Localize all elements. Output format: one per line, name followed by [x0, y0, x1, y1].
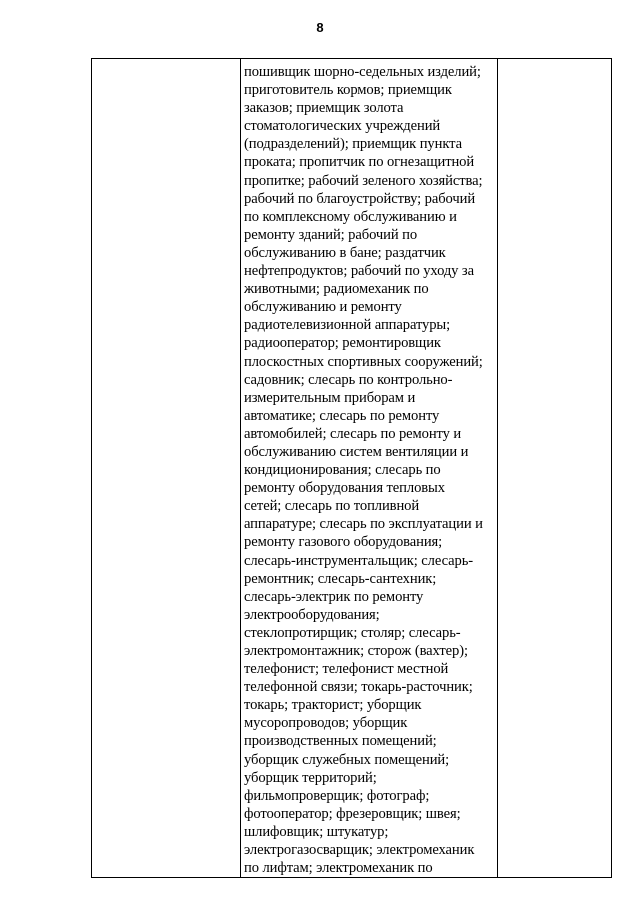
professions-list-text: [241, 59, 497, 877]
text-line: радиооператор; ремонтировщик: [244, 335, 441, 352]
text-line: слесарь-инструментальщик; слесарь-: [244, 552, 474, 569]
text-line: фильмопроверщик; фотограф;: [244, 787, 430, 804]
text-line: кондиционирования; слесарь по: [244, 462, 441, 479]
text-line: телефонист; телефонист местной: [244, 661, 449, 678]
text-line: плоскостных спортивных сооружений;: [244, 353, 483, 370]
table-cell-right-text: [498, 59, 611, 63]
text-line: фотооператор; фрезеровщик; швея;: [244, 805, 461, 822]
text-line: обслуживанию и ремонту: [244, 299, 402, 316]
text-line: мусоропроводов; уборщик: [244, 715, 408, 732]
text-line: автомобилей; слесарь по ремонту и: [244, 425, 462, 442]
document-table: [91, 58, 612, 878]
text-line: электромонтажник; сторож (вахтер);: [244, 643, 468, 659]
text-line: заказов; приемщик золота: [244, 100, 404, 117]
table-cell-right: [498, 59, 612, 878]
text-line: ремонту зданий; рабочий по: [244, 226, 418, 243]
text-line: ремонту оборудования тепловых: [244, 480, 445, 497]
text-line: приготовитель кормов; приемщик: [244, 82, 452, 99]
text-line: измерительным приборам и: [244, 389, 416, 406]
text-line: радиотелевизионной аппаратуры;: [244, 317, 451, 334]
table-cell-professions: [241, 59, 498, 878]
text-line: пропитке; рабочий зеленого хозяйства;: [244, 172, 483, 189]
text-line: по лифтам; электромеханик по: [244, 860, 433, 877]
text-line: обслуживанию в бане; раздатчик: [244, 244, 446, 261]
text-line: электрооборудования;: [244, 606, 380, 623]
text-line: садовник; слесарь по контрольно-: [244, 371, 453, 388]
text-line: автоматике; слесарь по ремонту: [244, 407, 440, 424]
text-line: по комплексному обслуживанию и: [244, 208, 457, 225]
text-line: телефонной связи; токарь-расточник;: [244, 679, 473, 696]
text-line: уборщик территорий;: [244, 769, 377, 786]
text-line: сетей; слесарь по топливной: [244, 498, 420, 515]
text-line: слесарь-электрик по ремонту: [244, 588, 424, 605]
text-line: (подразделений); приемщик пункта: [244, 136, 462, 153]
text-line: электрогазосварщик; электромеханик: [244, 842, 475, 859]
page-number: 8: [316, 20, 324, 35]
table-cell-left: [92, 59, 241, 878]
table-row: [92, 59, 612, 878]
text-line: проката; пропитчик по огнезащитной: [244, 154, 475, 171]
text-line: животными; радиомеханик по: [244, 281, 429, 298]
table-cell-left-text: [92, 59, 240, 63]
text-line: токарь; тракторист; уборщик: [244, 697, 422, 714]
text-line: нефтепродуктов; рабочий по уходу за: [244, 263, 474, 280]
text-line: ремонту газового оборудования;: [244, 534, 443, 551]
text-line: шлифовщик; штукатур;: [244, 823, 389, 840]
text-line: пошивщик шорно-седельных изделий;: [244, 64, 481, 80]
text-line: рабочий по благоустройству; рабочий: [244, 190, 476, 207]
text-line: аппаратуре; слесарь по эксплуатации и: [244, 516, 483, 533]
text-line: уборщик служебных помещений;: [244, 751, 450, 768]
text-line: стоматологических учреждений: [244, 118, 441, 135]
text-line: ремонтник; слесарь-сантехник;: [244, 570, 437, 587]
text-line: стеклопротирщик; столяр; слесарь-: [244, 624, 461, 641]
text-line: обслуживанию систем вентиляции и: [244, 443, 469, 460]
text-line: производственных помещений;: [244, 733, 437, 750]
